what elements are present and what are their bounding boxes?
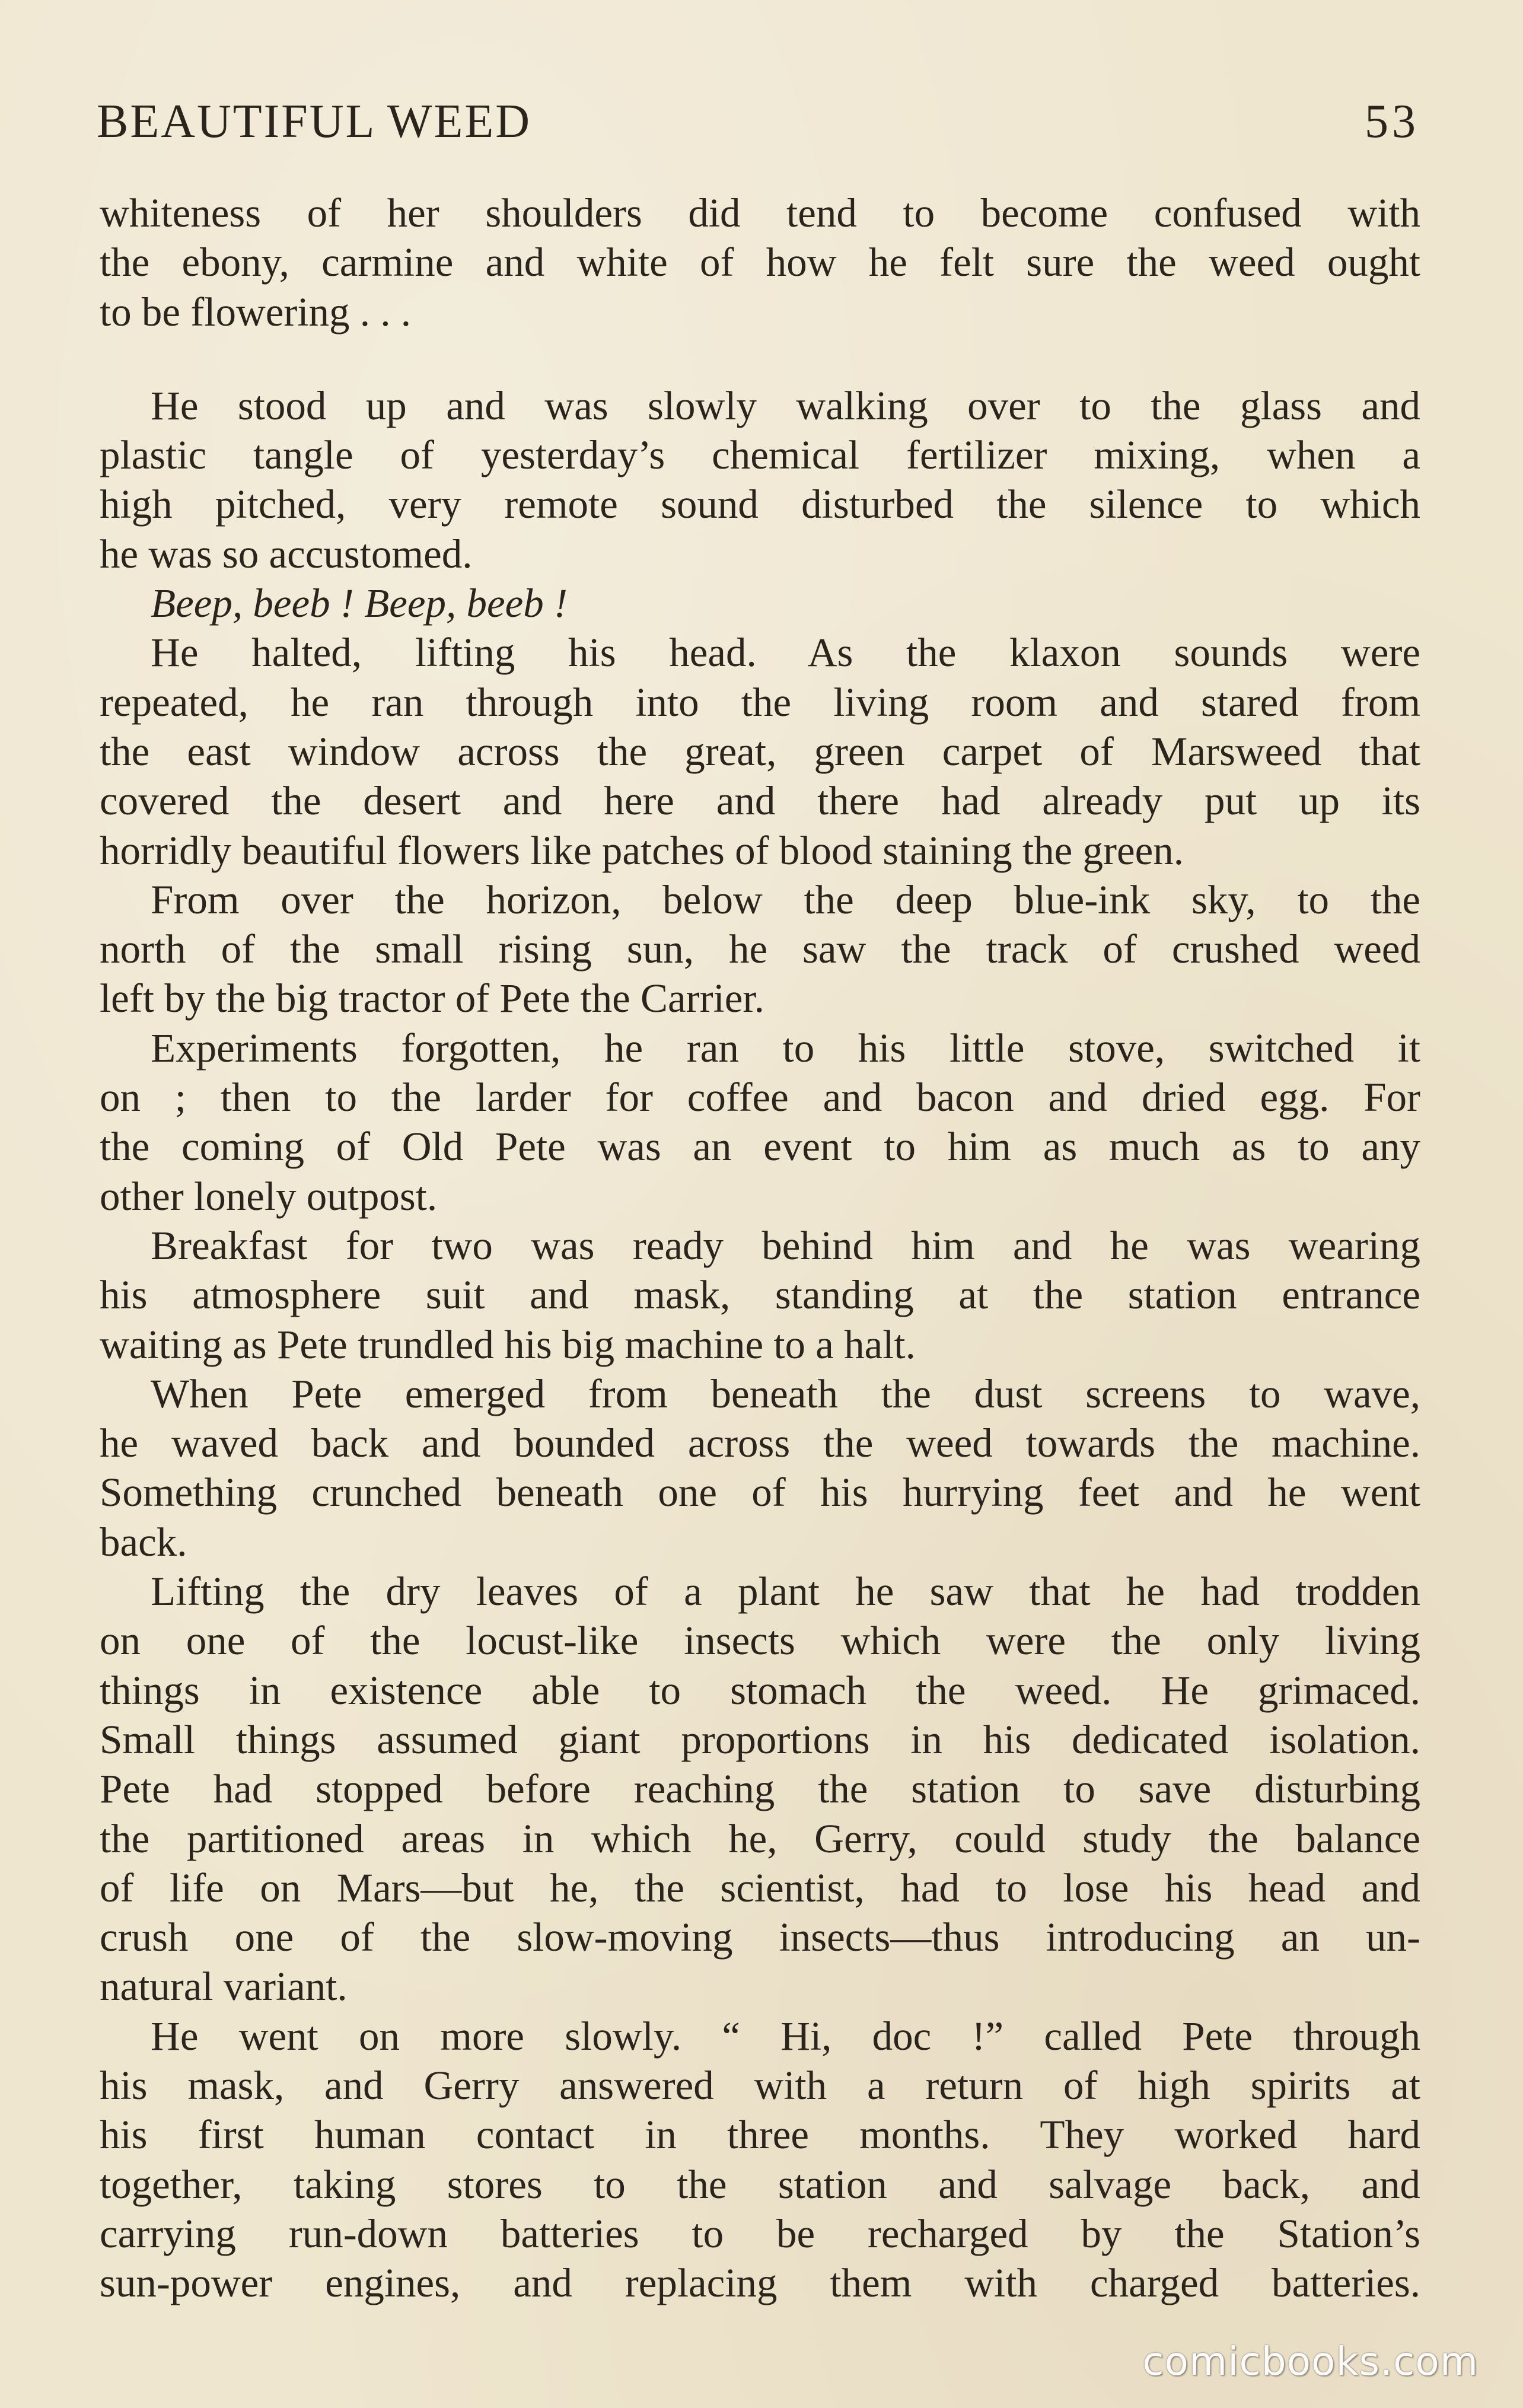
text-line: repeated, he ran through into the living room and stared from: [100, 679, 1420, 725]
paragraph-gap: [100, 337, 1420, 381]
text-line: covered the desert and here and there had already put up its: [100, 778, 1420, 824]
text-line: waiting as Pete trundled his big machine to a halt.: [100, 1321, 916, 1367]
page-number: 53: [1365, 95, 1419, 148]
text-line: Something crunched beneath one of his hurrying feet and he went: [100, 1470, 1420, 1515]
text-line: Pete had stopped before reaching the station to save disturbing: [100, 1766, 1420, 1812]
text-line: together, taking stores to the station and salvage back, and: [100, 2161, 1420, 2207]
text-line: crush one of the slow-moving insects—thus introducing an un-: [100, 1915, 1420, 1960]
text-line: the ebony, carmine and white of how he felt sure the weed ought: [100, 240, 1420, 285]
watermark: comicbooks.com: [1142, 2339, 1479, 2384]
text-line: his atmosphere suit and mask, standing at the station entrance: [100, 1272, 1420, 1318]
text-line: Breakfast for two was ready behind him and he was wearing: [151, 1222, 1420, 1268]
text-line: Lifting the dry leaves of a plant he saw that he had trodden: [151, 1569, 1420, 1614]
text-line: back.: [100, 1519, 187, 1565]
text-line: He halted, lifting his head. As the klaxon sounds were: [151, 630, 1420, 676]
text-line: Small things assumed giant proportions in his dedicated isolation.: [100, 1716, 1420, 1762]
text-line: north of the small rising sun, he saw the track of crushed weed: [100, 926, 1420, 972]
text-line: the coming of Old Pete was an event to him as much as to any: [100, 1124, 1420, 1170]
text-line: his first human contact in three months. They worked hard: [100, 2112, 1420, 2158]
text-line: natural variant.: [100, 1964, 348, 2009]
text-line: the east window across the great, green carpet of Marsweed that: [100, 728, 1420, 774]
page-header: [97, 89, 1419, 154]
text-line: plastic tangle of yesterday’s chemical fertilizer mixing, when a: [100, 432, 1420, 478]
text-line: other lonely outpost.: [100, 1173, 438, 1219]
text-line: the partitioned areas in which he, Gerry, could study the balance: [100, 1815, 1420, 1861]
text-line: When Pete emerged from beneath the dust screens to wave,: [151, 1371, 1420, 1416]
text-line: Beep, beeb ! Beep, beeb !: [151, 581, 568, 626]
text-line: Experiments forgotten, he ran to his little stove, switched it: [151, 1025, 1420, 1071]
text-line: whiteness of her shoulders did tend to become confused with: [100, 190, 1420, 235]
text-line: to be flowering . . .: [100, 289, 412, 335]
text-line: of life on Mars—but he, the scientist, had to lose his head and: [100, 1865, 1420, 1910]
text-line: sun-power engines, and replacing them with charged batteries.: [100, 2260, 1420, 2306]
text-line: From over the horizon, below the deep blue-ink sky, to the: [151, 877, 1420, 922]
text-line: horridly beautiful flowers like patches of blood staining the green.: [100, 827, 1184, 873]
text-line: he waved back and bounded across the weed towards the machine.: [100, 1420, 1420, 1466]
text-line: He went on more slowly. “ Hi, doc !” called Pete through: [151, 2013, 1420, 2059]
text-line: high pitched, very remote sound disturbed the silence to which: [100, 482, 1420, 527]
text-line: He stood up and was slowly walking over to the glass and: [151, 383, 1420, 428]
text-line: left by the big tractor of Pete the Carrier.: [100, 976, 764, 1021]
text-line: things in existence able to stomach the weed. He grimaced.: [100, 1667, 1420, 1713]
text-line: he was so accustomed.: [100, 531, 473, 576]
running-title: BEAUTIFUL WEED: [97, 95, 532, 148]
text-line: on ; then to the larder for coffee and bacon and dried egg. For: [100, 1075, 1420, 1120]
body-text: [100, 189, 1420, 2308]
text-line: on one of the locust-like insects which were the only living: [100, 1618, 1420, 1664]
text-line: his mask, and Gerry answered with a return of high spirits at: [100, 2062, 1420, 2108]
text-line: carrying run-down batteries to be recharged by the Station’s: [100, 2210, 1420, 2256]
